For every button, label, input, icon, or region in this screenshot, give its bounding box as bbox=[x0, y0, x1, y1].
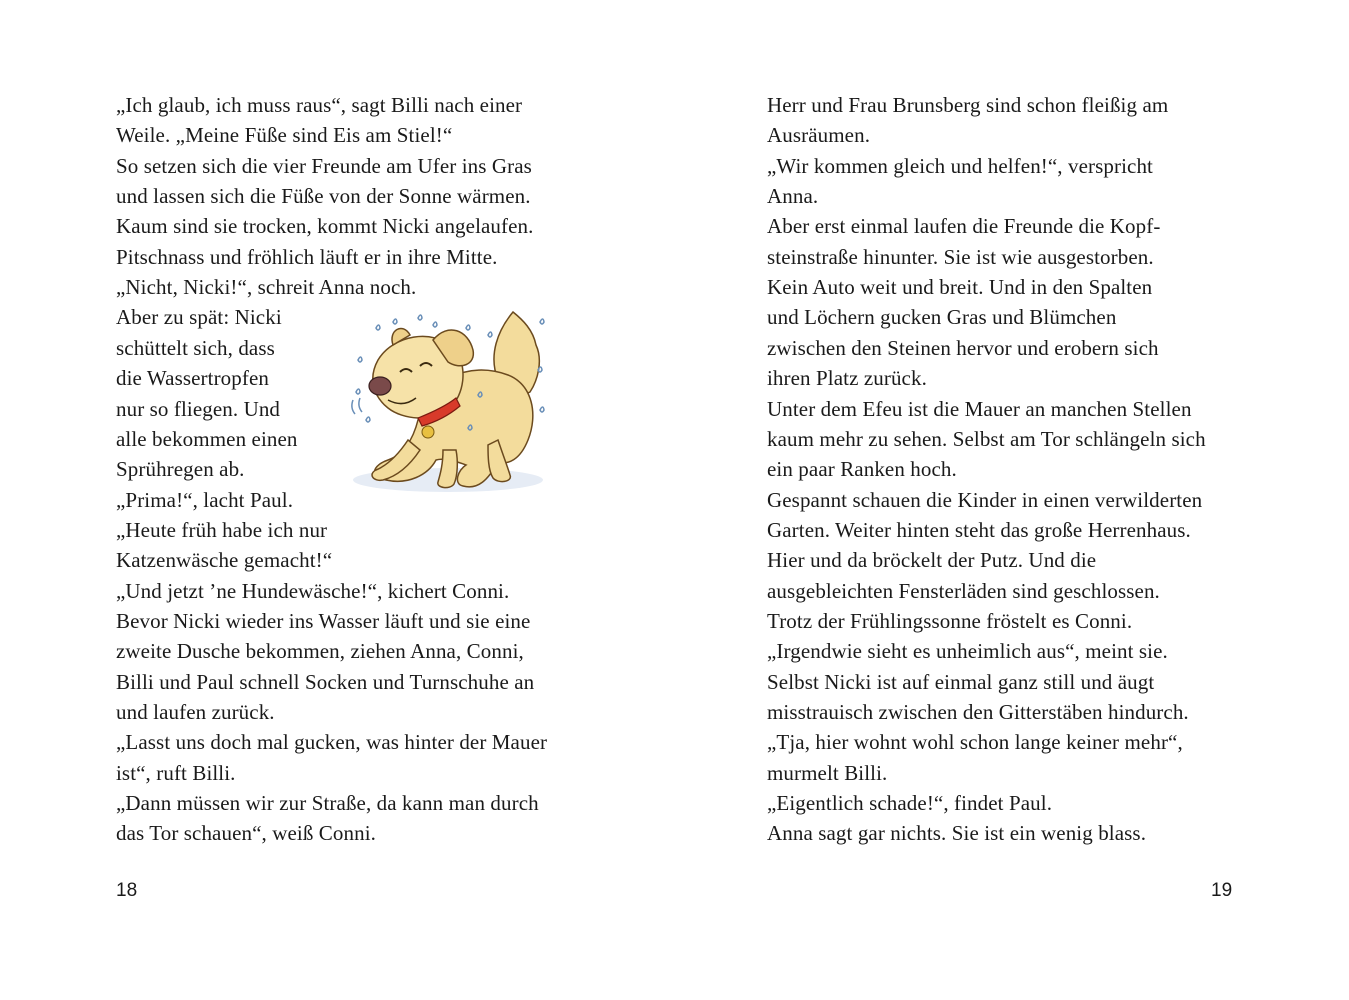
text-line: „Irgendwie sieht es unheimlich aus“, meint sie. bbox=[767, 639, 1168, 664]
text-line: Anna. bbox=[767, 184, 819, 209]
text-line: ist“, ruft Billi. bbox=[116, 760, 236, 785]
page-number-left: 18 bbox=[116, 880, 138, 901]
text-line: „Tja, hier wohnt wohl schon lange keiner mehr“, bbox=[767, 730, 1183, 755]
text-line: murmelt Billi. bbox=[767, 760, 888, 785]
text-line: Gespannt schauen die Kinder in einen verwilderten bbox=[767, 487, 1203, 512]
text-line: Unter dem Efeu ist die Mauer an manchen Stellen bbox=[767, 396, 1192, 421]
text-line: misstrauisch zwischen den Gitterstäben hindurch. bbox=[767, 700, 1189, 724]
text-line: Katzenwäsche gemacht!“ bbox=[116, 548, 333, 573]
text-line: Ausräumen. bbox=[767, 123, 871, 148]
text-line: und Löchern gucken Gras und Blümchen bbox=[767, 305, 1117, 330]
text-line: „Und jetzt ’ne Hundewäsche!“, kichert Conni. bbox=[116, 578, 510, 603]
text-line: ausgebleichten Fensterläden sind geschlossen. bbox=[767, 578, 1160, 603]
text-line: und laufen zurück. bbox=[116, 700, 275, 724]
text-line: ein paar Ranken hoch. bbox=[767, 457, 957, 482]
text-line: So setzen sich die vier Freunde am Ufer ins Gras bbox=[116, 153, 532, 178]
text-line: Trotz der Frühlingssonne fröstelt es Conni. bbox=[767, 608, 1133, 633]
dog-shaking-water-illustration bbox=[348, 300, 548, 498]
text-line: zweite Dusche bekommen, ziehen Anna, Conni, bbox=[116, 639, 524, 664]
text-line: und lassen sich die Füße von der Sonne wärmen. bbox=[116, 184, 531, 209]
text-line: nur so fliegen. Und bbox=[116, 396, 281, 421]
text-line: „Dann müssen wir zur Straße, da kann man durch bbox=[116, 791, 539, 816]
left-page bbox=[0, 0, 674, 1000]
text-line: Hier und da bröckelt der Putz. Und die bbox=[767, 548, 1097, 573]
text-line: Billi und Paul schnell Socken und Turnschuhe an bbox=[116, 669, 535, 694]
text-line: Bevor Nicki wieder ins Wasser läuft und sie eine bbox=[116, 608, 531, 633]
text-line: „Prima!“, lacht Paul. bbox=[116, 487, 294, 512]
text-line: Aber zu spät: Nicki bbox=[116, 305, 282, 330]
text-line: Pitschnass und fröhlich läuft er in ihre Mitte. bbox=[116, 244, 498, 269]
text-line: Anna sagt gar nichts. Sie ist ein wenig blass. bbox=[767, 821, 1147, 846]
text-line: steinstraße hinunter. Sie ist wie ausgestorben. bbox=[767, 244, 1154, 269]
text-line: „Wir kommen gleich und helfen!“, verspricht bbox=[767, 153, 1153, 178]
text-line: Sprühregen ab. bbox=[116, 457, 245, 482]
text-line: ihren Platz zurück. bbox=[767, 366, 927, 391]
text-line: kaum mehr zu sehen. Selbst am Tor schlängeln sich bbox=[767, 426, 1206, 451]
right-page bbox=[674, 0, 1349, 1000]
text-line: zwischen den Steinen hervor und erobern sich bbox=[767, 335, 1159, 360]
page-number-right: 19 bbox=[1211, 880, 1233, 901]
text-line: „Lasst uns doch mal gucken, was hinter der Mauer bbox=[116, 730, 548, 755]
text-line: Selbst Nicki ist auf einmal ganz still und äugt bbox=[767, 669, 1155, 694]
text-line: alle bekommen einen bbox=[116, 426, 298, 451]
text-line: „Nicht, Nicki!“, schreit Anna noch. bbox=[116, 275, 417, 300]
text-line: „Heute früh habe ich nur bbox=[116, 517, 328, 542]
text-line: Herr und Frau Brunsberg sind schon fleißig am bbox=[767, 93, 1169, 117]
text-line: Kein Auto weit und breit. Und in den Spalten bbox=[767, 275, 1153, 300]
text-line: Garten. Weiter hinten steht das große Herrenhaus. bbox=[767, 517, 1191, 542]
text-line: Aber erst einmal laufen die Freunde die Kopf- bbox=[767, 214, 1161, 239]
text-line: Kaum sind sie trocken, kommt Nicki angelaufen. bbox=[116, 214, 534, 239]
text-line: Weile. „Meine Füße sind Eis am Stiel!“ bbox=[116, 123, 453, 148]
text-line: das Tor schauen“, weiß Conni. bbox=[116, 821, 376, 846]
text-line: „Eigentlich schade!“, findet Paul. bbox=[767, 791, 1053, 816]
text-line: die Wassertropfen bbox=[116, 366, 269, 391]
text-line: schüttelt sich, dass bbox=[116, 335, 275, 360]
text-line: „Ich glaub, ich muss raus“, sagt Billi nach einer bbox=[116, 93, 523, 117]
